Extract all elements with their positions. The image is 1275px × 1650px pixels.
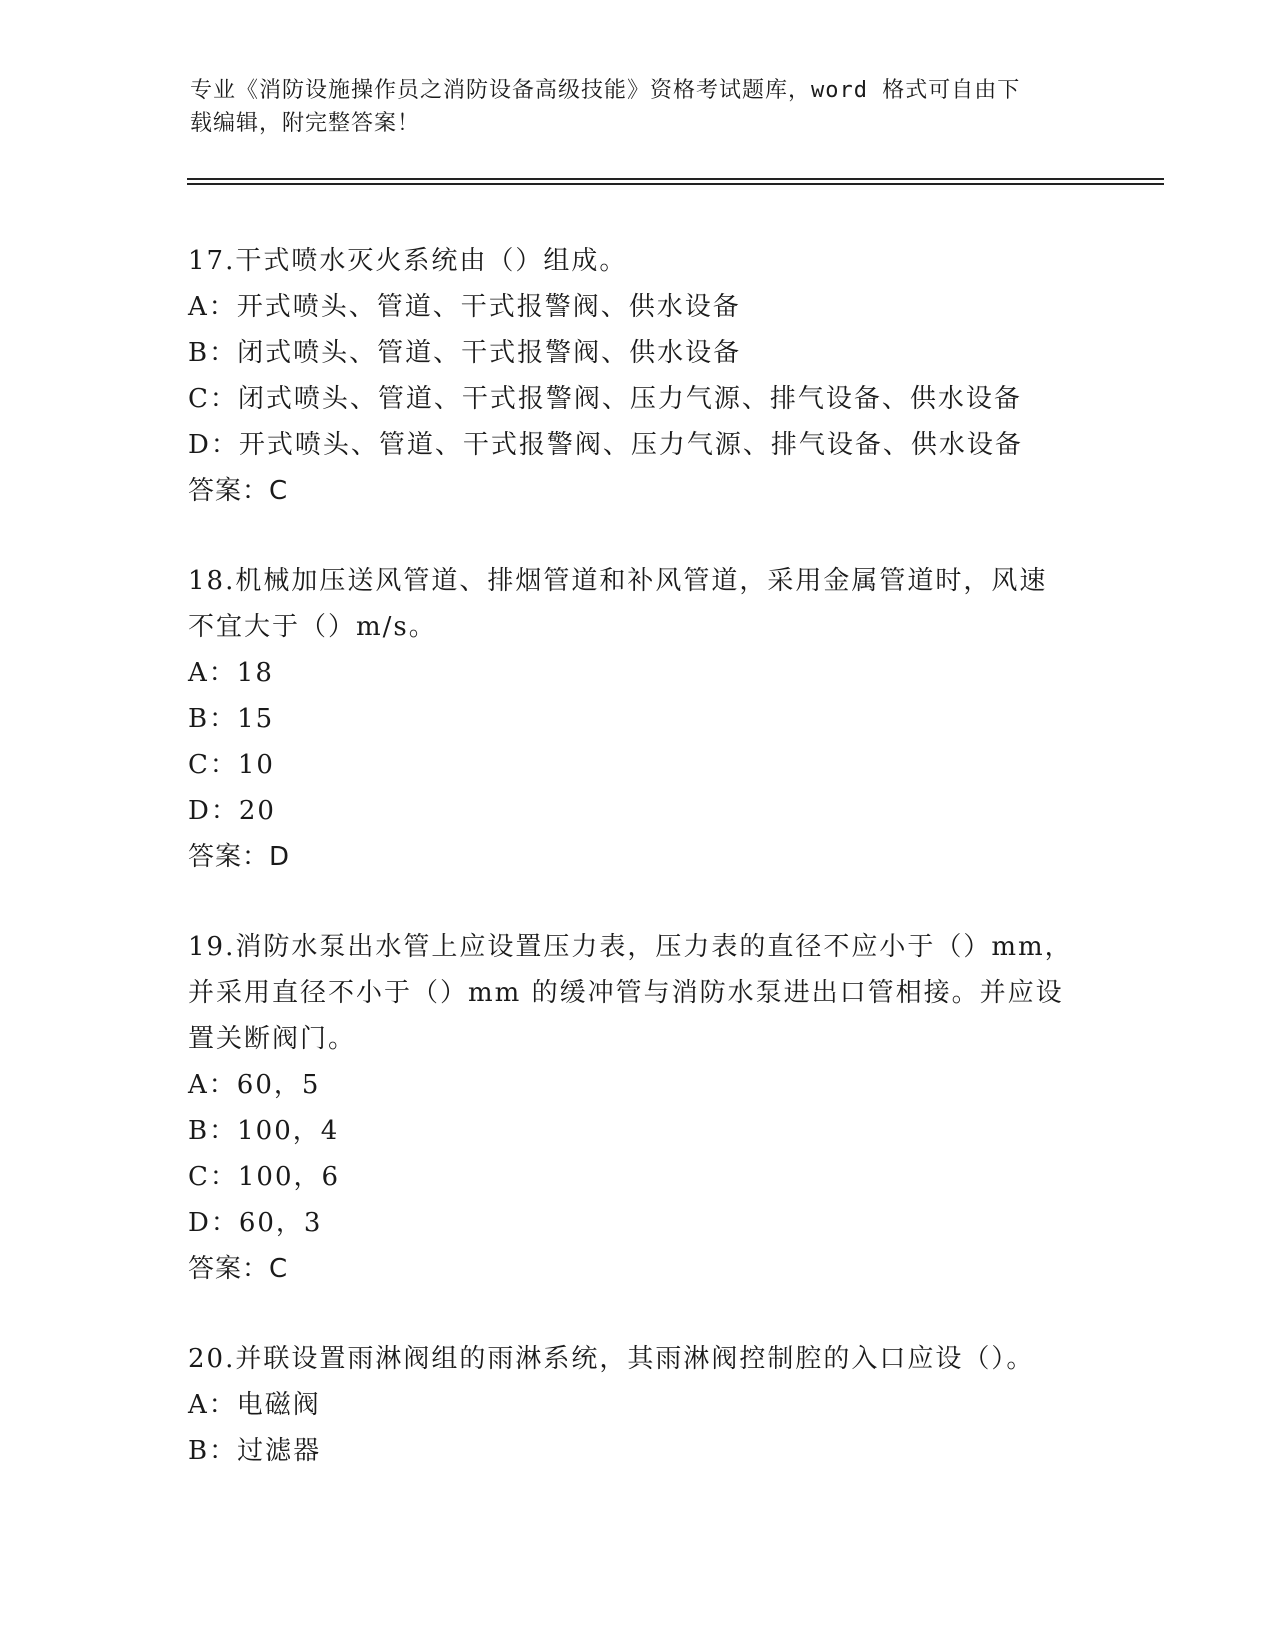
- option-b: B：100，4: [188, 1116, 340, 1146]
- question-text: 17.干式喷水灭火系统由（）组成。: [188, 246, 628, 276]
- question-text: 不宜大于（）m/s。: [188, 612, 437, 642]
- option-a: A：18: [188, 658, 274, 688]
- document-header: [190, 74, 1090, 140]
- option-b: B：过滤器: [188, 1436, 322, 1466]
- answer: 答案：D: [188, 842, 291, 872]
- option-c: C：100，6: [188, 1162, 341, 1192]
- header-line-2: 载编辑，附完整答案！: [190, 111, 421, 136]
- option-c: C：10: [188, 750, 275, 780]
- option-a: A：60，5: [188, 1070, 321, 1100]
- option-d: D：开式喷头、管道、干式报警阀、压力气源、排气设备、供水设备: [188, 430, 1023, 460]
- question-17: [188, 238, 1088, 514]
- question-text: 并采用直径不小于（）mm 的缓冲管与消防水泵进出口管相接。并应设: [188, 978, 1064, 1008]
- option-a: A：开式喷头、管道、干式报警阀、供水设备: [188, 292, 741, 322]
- question-list: [188, 238, 1088, 1518]
- header-divider-bottom: [187, 183, 1164, 185]
- question-text: 18.机械加压送风管道、排烟管道和补风管道，采用金属管道时，风速: [188, 566, 1048, 596]
- option-a: A：电磁阀: [188, 1390, 321, 1420]
- option-c: C：闭式喷头、管道、干式报警阀、压力气源、排气设备、供水设备: [188, 384, 1022, 414]
- header-line-1: 专业《消防设施操作员之消防设备高级技能》资格考试题库，word 格式可自由下: [190, 78, 1021, 103]
- answer: 答案：C: [188, 1254, 289, 1284]
- option-b: B：闭式喷头、管道、干式报警阀、供水设备: [188, 338, 742, 368]
- question-text: 置关断阀门。: [188, 1024, 357, 1054]
- option-d: D：20: [188, 796, 276, 826]
- question-19: [188, 924, 1088, 1292]
- question-text: 19.消防水泵出水管上应设置压力表，压力表的直径不应小于（）mm，: [188, 932, 1073, 962]
- option-b: B：15: [188, 704, 275, 734]
- answer: 答案：C: [188, 476, 289, 506]
- question-20: [188, 1336, 1088, 1474]
- option-d: D：60，3: [188, 1208, 323, 1238]
- question-18: [188, 558, 1088, 880]
- question-text: 20.并联设置雨淋阀组的雨淋系统，其雨淋阀控制腔的入口应设（）。: [188, 1344, 1035, 1374]
- header-divider-top: [187, 178, 1164, 180]
